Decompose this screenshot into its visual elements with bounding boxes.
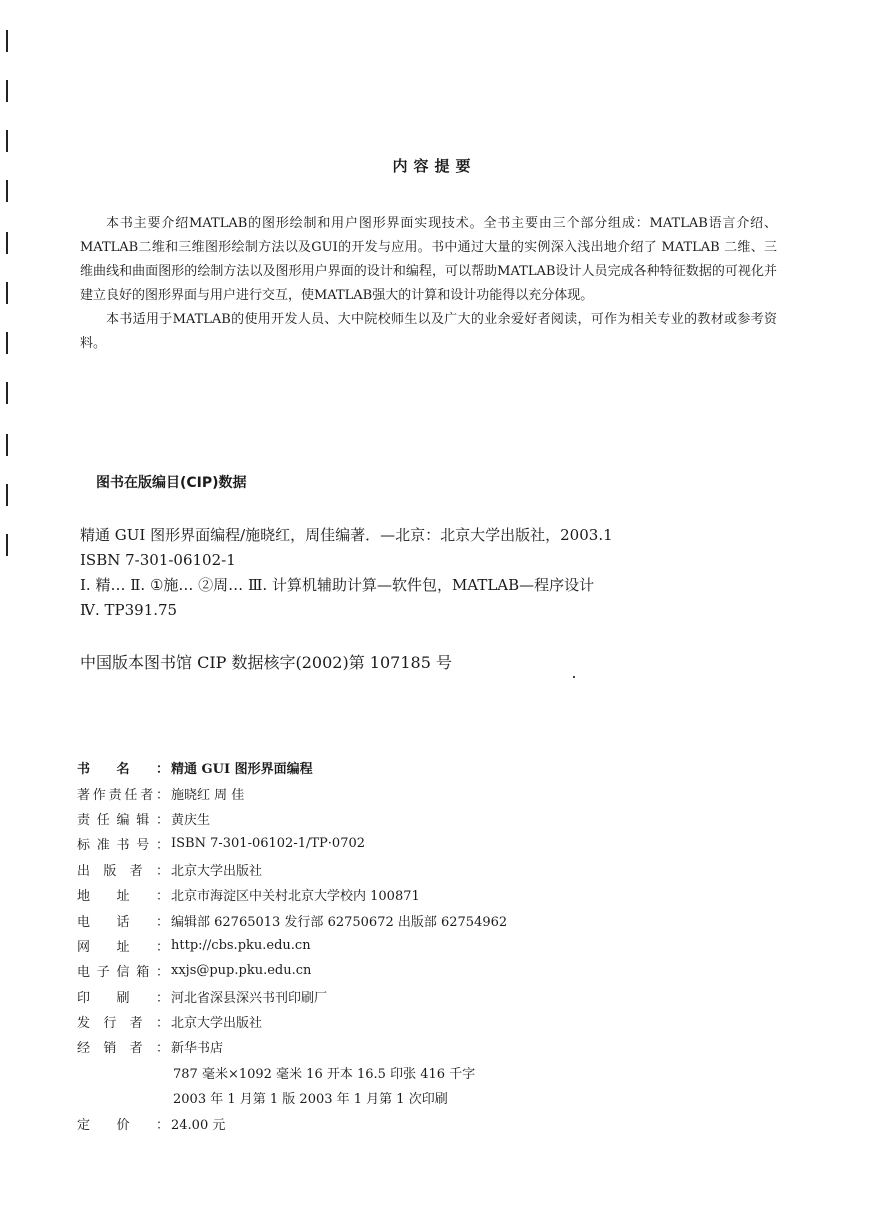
abstract xyxy=(80,212,777,356)
binding-mark xyxy=(6,534,8,556)
cip-record xyxy=(80,523,780,623)
colophon-row-seller xyxy=(77,1034,507,1059)
colophon xyxy=(77,755,507,1136)
colophon-label: 发 行 者 ： xyxy=(77,1016,169,1032)
cip-line: ISBN 7-301-06102-1 xyxy=(80,551,236,569)
colophon-value: 河北省深县深兴书刊印刷厂 xyxy=(171,990,328,1006)
binding-mark xyxy=(6,130,8,152)
colophon-label: 出 版 者 ： xyxy=(77,863,169,879)
binding-mark xyxy=(6,484,8,506)
colophon-value: 编辑部 62765013 发行部 62750672 出版部 62754962 xyxy=(171,914,508,930)
colophon-value: 北京市海淀区中关村北京大学校内 100871 xyxy=(171,889,420,905)
cip-line: 精通 GUI 图形界面编程/施晓红，周佳编著．—北京：北京大学出版社，2003.1 xyxy=(80,526,613,544)
abstract-paragraph: 本书主要介绍MATLAB的图形绘制和用户图形界面实现技术。全书主要由三个部分组成：MATLAB语言介绍、MATLAB二维和三维图形绘制方法以及GUI的开发与应用。书中通过大量的实例深入浅出地介绍了 MATLAB 二维、三维曲线和曲面图形的绘制方法以及图形用户界面的设计和编程，可以帮助MATLAB设计人员完成各种特征数据的可视化并建立良好的图形界面与用户进行交互，使MATLAB强大的计算和设计功能得以充分体现。 xyxy=(80,216,777,303)
cip-line: Ⅰ. 精… Ⅱ. ①施… ②周… Ⅲ. 计算机辅助计算—软件包，MATLAB—程序设计 xyxy=(80,576,595,594)
colophon-value: 施晓红 周 佳 xyxy=(171,787,245,803)
colophon-value: 24.00 元 xyxy=(171,1117,226,1133)
colophon-label: 定 价 ： xyxy=(77,1117,169,1133)
colophon-row-title xyxy=(77,755,507,780)
colophon-row-publisher xyxy=(77,857,507,882)
colophon-row-price xyxy=(77,1110,507,1135)
colophon-row-editor xyxy=(77,806,507,831)
colophon-spec-line: 2003 年 1 月第 1 版 2003 年 1 月第 1 次印刷 xyxy=(173,1092,448,1108)
cip-heading: 图书在版编目(CIP)数据 xyxy=(96,475,247,491)
colophon-row-authors xyxy=(77,780,507,805)
colophon-value: ISBN 7-301-06102-1/TP·0702 xyxy=(171,836,366,852)
cip-record-number: 中国版本图书馆 CIP 数据核字(2002)第 107185 号 xyxy=(80,653,452,672)
colophon-label: 电 话 ： xyxy=(77,914,169,930)
colophon-row-isbn xyxy=(77,831,507,856)
binding-mark xyxy=(6,332,8,354)
binding-mark xyxy=(6,382,8,404)
colophon-row-email xyxy=(77,958,507,983)
page-title: 内容提要 xyxy=(392,157,477,175)
colophon-label: 经 销 者 ： xyxy=(77,1041,169,1057)
colophon-label: 印 刷 ： xyxy=(77,990,169,1006)
colophon-label: 著 作 责 任 者 ： xyxy=(77,787,169,803)
cip-line: Ⅳ. TP391.75 xyxy=(80,601,178,619)
colophon-value: 北京大学出版社 xyxy=(171,863,263,879)
colophon-value: 黄庆生 xyxy=(171,812,211,828)
colophon-value: xxjs@pup.pku.edu.cn xyxy=(171,963,312,979)
colophon-value: http://cbs.pku.edu.cn xyxy=(171,937,311,953)
colophon-value: 北京大学出版社 xyxy=(171,1016,263,1032)
binding-mark xyxy=(6,232,8,254)
binding-mark xyxy=(6,80,8,102)
colophon-spec-line: 787 毫米×1092 毫米 16 开本 16.5 印张 416 千字 xyxy=(173,1066,476,1082)
colophon-row-phone xyxy=(77,907,507,932)
colophon-label: 书 名 ： xyxy=(77,762,169,778)
binding-mark xyxy=(6,180,8,202)
colophon-row-printer xyxy=(77,984,507,1009)
colophon-label: 电 子 信 箱 ： xyxy=(77,965,169,981)
colophon-row-distributor xyxy=(77,1009,507,1034)
colophon-value: 新华书店 xyxy=(171,1041,224,1057)
binding-mark xyxy=(6,30,8,52)
scan-speck xyxy=(573,676,575,678)
binding-mark xyxy=(6,434,8,456)
binding-mark xyxy=(6,282,8,304)
colophon-row-website xyxy=(77,933,507,958)
colophon-label: 网 址 ： xyxy=(77,939,169,955)
colophon-value: 精通 GUI 图形界面编程 xyxy=(171,762,313,778)
abstract-paragraph: 本书适用于MATLAB的使用开发人员、大中院校师生以及广大的业余爱好者阅读，可作为相关专业的教材或参考资料。 xyxy=(80,312,777,351)
colophon-row-address xyxy=(77,882,507,907)
colophon-label: 标 准 书 号 ： xyxy=(77,838,169,854)
colophon-label: 责 任 编 辑 ： xyxy=(77,812,169,828)
colophon-label: 地 址 ： xyxy=(77,889,169,905)
